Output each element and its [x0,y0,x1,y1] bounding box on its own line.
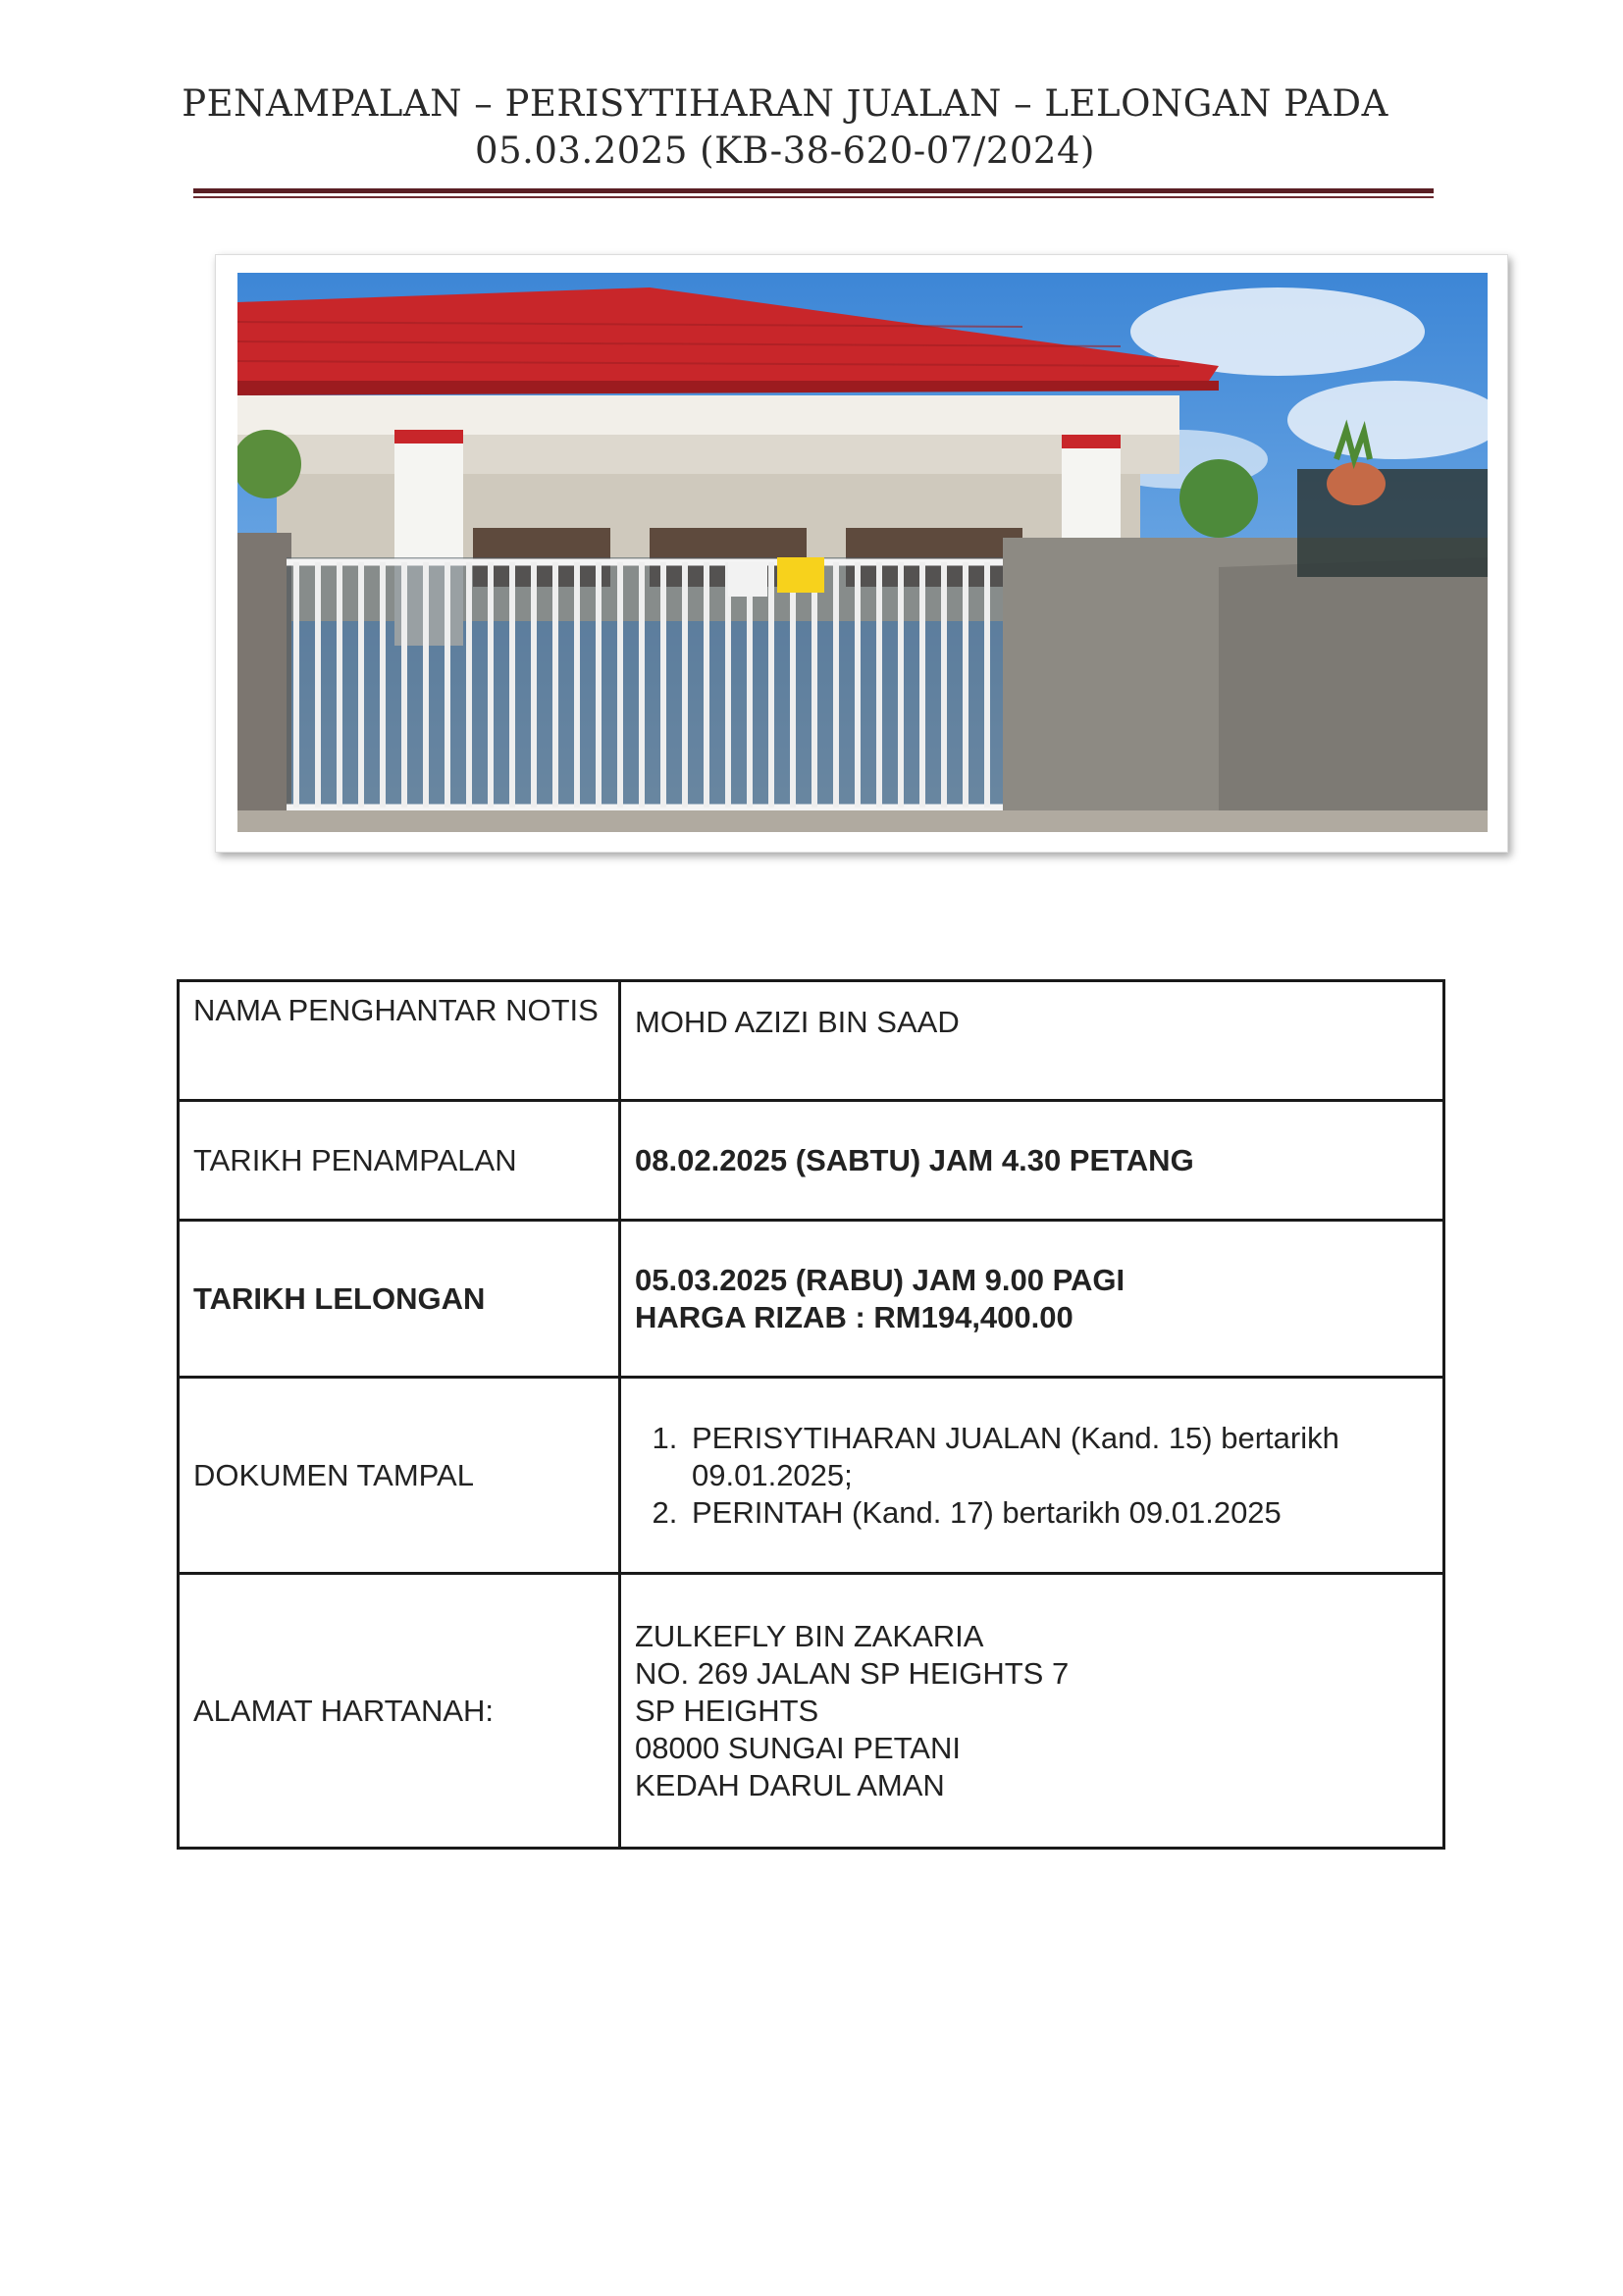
title-line-2: 05.03.2025 (KB-38-620-07/2024) [475,130,1095,172]
document-list [635,1420,1429,1532]
label-tarikh-penampalan: TARIKH PENAMPALAN [179,1101,620,1221]
list-item: 2. PERINTAH (Kand. 17) bertarikh 09.01.2025 [686,1494,1429,1532]
house-photo-icon [237,273,1488,832]
value-dokumen-tampal [620,1378,1444,1574]
list-item: 1. PERISYTIHARAN JUALAN (Kand. 15) bertarikh 09.01.2025; [686,1420,1429,1494]
title-line-1: PENAMPALAN – PERISYTIHARAN JUALAN – LELONGAN PADA [182,82,1388,125]
label-nama-penghantar: NAMA PENGHANTAR NOTIS [179,981,620,1101]
table-row [179,1221,1444,1378]
table-row [179,1378,1444,1574]
label-tarikh-lelongan: TARIKH LELONGAN [179,1221,620,1378]
value-nama-penghantar: MOHD AZIZI BIN SAAD [620,981,1444,1101]
title-underline-thin [193,196,1434,198]
value-tarikh-lelongan: 05.03.2025 (RABU) JAM 9.00 PAGI HARGA RIZAB : RM194,400.00 [620,1221,1444,1378]
notice-table [177,979,1445,1850]
label-alamat-hartanah: ALAMAT HARTANAH: [179,1574,620,1849]
table-row [179,981,1444,1101]
value-alamat-hartanah: ZULKEFLY BIN ZAKARIA NO. 269 JALAN SP HEIGHTS 7 SP HEIGHTS 08000 SUNGAI PETANI KEDAH DARUL AMAN [620,1574,1444,1849]
title-underline [193,188,1434,193]
value-tarikh-penampalan: 08.02.2025 (SABTU) JAM 4.30 PETANG [620,1101,1444,1221]
table-row [179,1101,1444,1221]
page-title [128,80,1442,175]
table-row [179,1574,1444,1849]
label-dokumen-tampal: DOKUMEN TAMPAL [179,1378,620,1574]
property-photo [215,254,1508,853]
